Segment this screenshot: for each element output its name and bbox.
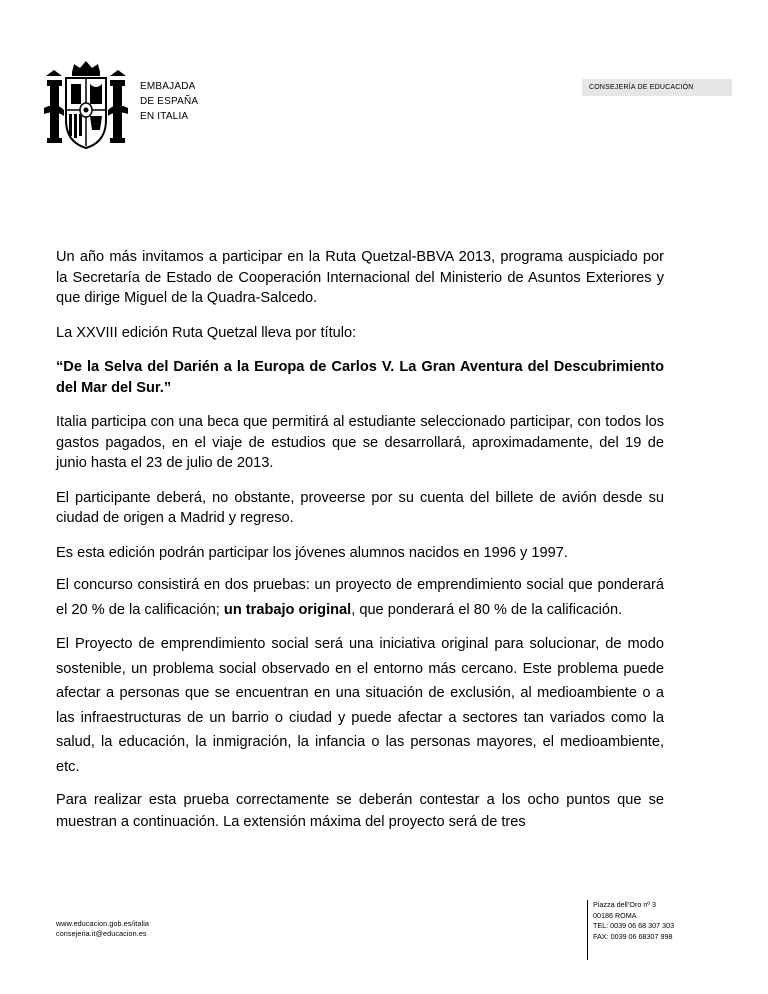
contest-original-work: un trabajo original (223, 601, 352, 618)
embassy-line-3: EN ITALIA (140, 111, 189, 122)
footer-email-link[interactable]: consejeria.it@educacion.es (56, 929, 147, 938)
paragraph-eligibility: Es esta edición podrán participar los jóvenes alumnos nacidos en 1996 y 1997. (56, 544, 568, 561)
paragraph-intro: Un año más invitamos a participar en la Ruta Quetzal-BBVA 2013, programa auspiciado por la Secretaría de Estado de Cooperación Internacional del Ministerio de Asuntos Exteriores y que dirige Miguel de la Quadra-Salcedo. (56, 249, 664, 306)
footer-address (587, 900, 674, 960)
paragraph-travel: El participante deberá, no obstante, proveerse por su cuenta del billete de avión desde su ciudad de origen a Madrid y regreso. (56, 489, 664, 526)
spanish-coat-of-arms-icon (44, 58, 128, 152)
paragraph-contest (56, 573, 664, 622)
letter-body (56, 247, 664, 833)
paragraph-social-project: El Proyecto de emprendimiento social será una iniciativa original para solucionar, de modo sostenible, un problema social observado en el entorno más cercano. Este problema puede afectar a personas que se encuentran en una situación de exclusión, al medioambiente o a las infraestructuras de un barrio o ciudad y puede afectar a sectores tan variados como la salud, la educación, la inmigración, la infancia o las personas mayores, el medioambiente, etc. (56, 636, 664, 775)
paragraph-edition: La XXVIII edición Ruta Quetzal lleva por título: (56, 324, 357, 341)
footer-address-line-1: Piazza dell’Oro nº 3 (593, 900, 656, 909)
footer-fax: FAX: 0039 06 68307 998 (593, 931, 673, 941)
contest-text-start: El concurso consistirá en dos pruebas: un proyecto de emprendimiento social que ponderará el 20 % de la calificación; (56, 577, 664, 618)
footer-website-link[interactable]: www.educacion.gob.es/italia (56, 919, 149, 928)
embassy-name (140, 79, 198, 124)
paragraph-route-title: “De la Selva del Darién a la Europa de Carlos V. La Gran Aventura del Descubrimiento del Mar del Sur.” (56, 359, 664, 396)
department-label: CONSEJERÍA DE EDUCACIÓN (582, 79, 732, 96)
footer-address-line-2: 00186 ROMA (593, 910, 637, 920)
contest-text-end: , que ponderará el 80 % de la calificación. (351, 601, 623, 618)
paragraph-instructions: Para realizar esta prueba correctamente se deberán contestar a los ocho puntos que se muestran a continuación. La extensión máxima del proyecto será de tres (56, 792, 664, 830)
footer-contact (56, 919, 149, 939)
paragraph-scholarship: Italia participa con una beca que permitirá al estudiante seleccionado participar, con todos los gastos pagados, en el viaje de estudios que se desarrollará, aproximadamente, del 19 de junio hasta el 23 de julio de 2013. (56, 414, 664, 471)
footer-telephone: TEL: 0039 06 68 307 303 (593, 921, 675, 930)
embassy-line-1: EMBAJADA (140, 81, 196, 92)
embassy-line-2: DE ESPAÑA (140, 96, 199, 107)
